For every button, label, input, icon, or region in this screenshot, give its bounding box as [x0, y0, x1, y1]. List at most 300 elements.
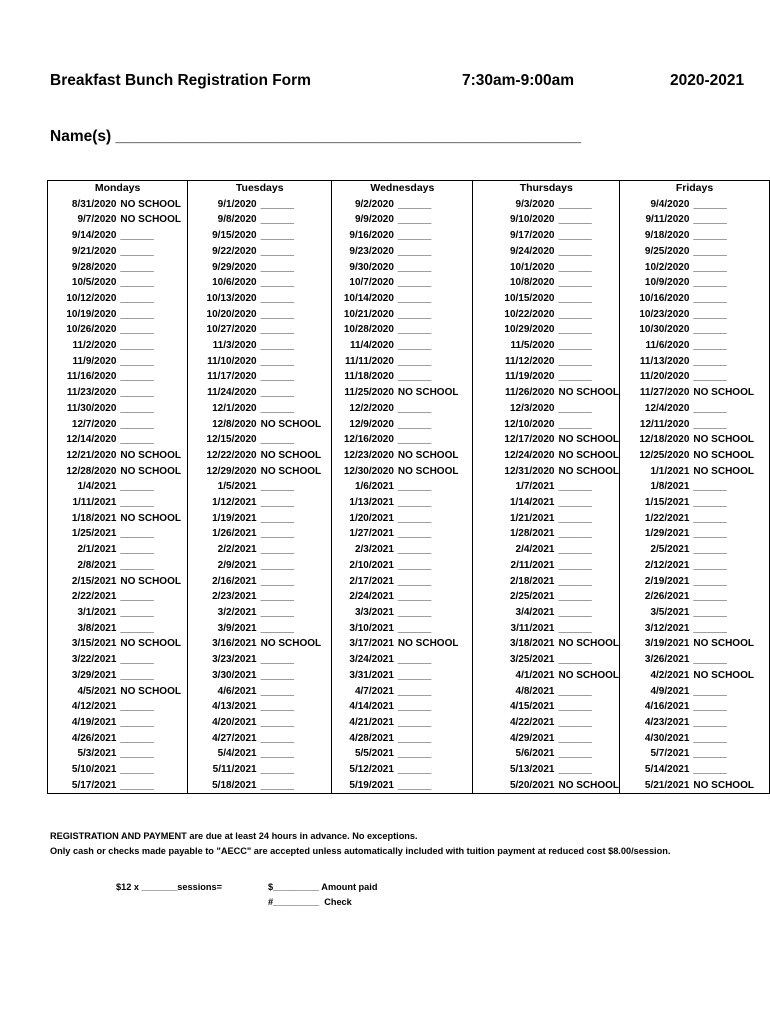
thursday-signup-slot[interactable]: ______ [558, 511, 619, 527]
monday-signup-slot[interactable]: ______ [120, 526, 187, 542]
tuesday-date: 4/6/2021 [217, 685, 257, 697]
thursday-signup-slot[interactable]: ______ [558, 260, 619, 276]
tuesday-date: 3/30/2021 [212, 669, 257, 681]
wednesday-signup-slot[interactable]: ______ [398, 778, 473, 794]
wednesday-signup-slot[interactable]: ______ [398, 668, 473, 684]
tuesday-signup-slot[interactable]: ______ [261, 291, 332, 307]
monday-signup-slot[interactable]: ______ [120, 354, 187, 370]
wednesday-signup-slot[interactable]: ______ [398, 212, 473, 228]
tuesday-signup-slot[interactable]: ______ [261, 228, 332, 244]
tuesday-date: 5/4/2021 [217, 748, 257, 760]
thursday-signup-slot[interactable]: ______ [558, 417, 619, 433]
tuesday-date: 1/26/2021 [212, 528, 257, 540]
check-number-field[interactable]: #_________ Check [268, 897, 352, 907]
tuesday-date: 4/27/2021 [212, 732, 257, 744]
school-year: 2020-2021 [670, 72, 745, 89]
friday-signup-slot[interactable]: ______ [693, 605, 769, 621]
wednesday-signup-slot[interactable]: ______ [398, 275, 473, 291]
monday-date: 2/1/2021 [48, 542, 121, 558]
friday-signup-slot[interactable]: ______ [693, 275, 769, 291]
wednesday-signup-slot[interactable]: ______ [398, 511, 473, 527]
thursday-signup-slot[interactable]: ______ [558, 228, 619, 244]
registration-note: REGISTRATION AND PAYMENT are due at least 24 hours in advance. No exceptions. [50, 831, 418, 841]
monday-date: 8/31/2020 [48, 197, 121, 213]
thursday-date: 12/24/2020 [504, 449, 555, 461]
schedule-row [48, 495, 770, 511]
thursday-date: 11/26/2020 [504, 387, 555, 399]
wednesday-date: 9/23/2020 [349, 245, 394, 257]
thursday-signup-slot: NO SCHOOL [558, 385, 619, 401]
wednesday-date: 5/5/2021 [354, 748, 394, 760]
wednesday-date: 4/21/2021 [349, 716, 394, 728]
tuesday-signup-slot[interactable]: ______ [261, 621, 332, 637]
tuesday-signup-slot[interactable]: ______ [261, 479, 332, 495]
monday-signup-slot[interactable]: ______ [120, 479, 187, 495]
wednesday-date: 10/28/2020 [343, 324, 394, 336]
monday-date: 1/4/2021 [48, 479, 121, 495]
friday-signup-slot[interactable]: ______ [693, 244, 769, 260]
friday-signup-slot: NO SCHOOL [693, 432, 769, 448]
thursday-signup-slot[interactable]: ______ [558, 762, 619, 778]
monday-date: 12/28/2020 [48, 464, 121, 480]
tuesday-signup-slot[interactable]: ______ [261, 495, 332, 511]
monday-date: 4/19/2021 [48, 715, 121, 731]
tuesday-signup-slot[interactable]: ______ [261, 731, 332, 747]
wednesday-signup-slot[interactable]: ______ [398, 495, 473, 511]
thursday-signup-slot[interactable]: ______ [558, 652, 619, 668]
tuesday-signup-slot[interactable]: ______ [261, 715, 332, 731]
schedule-table [47, 180, 770, 794]
friday-signup-slot[interactable]: ______ [693, 212, 769, 228]
schedule-row [48, 668, 770, 684]
thursday-date: 12/31/2020 [504, 465, 555, 477]
tuesday-date: 10/6/2020 [212, 277, 257, 289]
tuesday-signup-slot[interactable]: ______ [261, 354, 332, 370]
tuesday-date: 10/13/2020 [206, 292, 257, 304]
tuesday-date: 11/24/2020 [207, 387, 257, 399]
schedule-row [48, 260, 770, 276]
thursday-signup-slot[interactable]: ______ [558, 275, 619, 291]
friday-signup-slot[interactable]: ______ [693, 652, 769, 668]
tuesday-signup-slot[interactable]: ______ [261, 369, 332, 385]
wednesday-signup-slot[interactable]: ______ [398, 479, 473, 495]
tuesday-signup-slot[interactable]: ______ [261, 574, 332, 590]
tuesday-date: 12/1/2020 [212, 402, 257, 414]
monday-date: 9/14/2020 [48, 228, 121, 244]
monday-signup-slot[interactable]: ______ [120, 699, 187, 715]
monday-signup-slot[interactable]: ______ [120, 542, 187, 558]
friday-signup-slot[interactable]: ______ [693, 197, 769, 213]
wednesday-signup-slot[interactable]: ______ [398, 369, 473, 385]
monday-signup-slot[interactable]: ______ [120, 746, 187, 762]
friday-signup-slot[interactable]: ______ [693, 354, 769, 370]
monday-date: 3/22/2021 [48, 652, 121, 668]
thursday-signup-slot[interactable]: ______ [558, 212, 619, 228]
wednesday-date: 11/11/2020 [344, 355, 394, 367]
monday-date: 2/15/2021 [48, 574, 121, 590]
friday-signup-slot[interactable]: ______ [693, 715, 769, 731]
wednesday-signup-slot[interactable]: ______ [398, 574, 473, 590]
friday-signup-slot[interactable]: ______ [693, 731, 769, 747]
friday-date: 11/13/2020 [639, 355, 690, 367]
column-header-tuesdays: Tuesdays [188, 181, 332, 197]
thursday-date: 12/17/2020 [504, 434, 555, 446]
thursday-signup-slot[interactable]: ______ [558, 746, 619, 762]
tuesday-signup-slot[interactable]: ______ [261, 338, 332, 354]
monday-signup-slot[interactable]: ______ [120, 401, 187, 417]
tuesday-date: 9/8/2020 [217, 214, 257, 226]
friday-date: 4/23/2021 [644, 716, 690, 728]
friday-signup-slot[interactable]: ______ [693, 228, 769, 244]
tuesday-date: 9/22/2020 [212, 245, 257, 257]
monday-signup-slot[interactable]: ______ [120, 244, 187, 260]
wednesday-signup-slot[interactable]: ______ [398, 228, 473, 244]
wednesday-date: 10/14/2020 [343, 292, 394, 304]
tuesday-signup-slot[interactable]: ______ [261, 385, 332, 401]
friday-signup-slot[interactable]: ______ [693, 589, 769, 605]
thursday-signup-slot[interactable]: ______ [558, 684, 619, 700]
wednesday-date: 3/31/2021 [349, 669, 394, 681]
thursday-signup-slot[interactable]: ______ [558, 291, 619, 307]
friday-date: 11/20/2020 [639, 371, 690, 383]
wednesday-signup-slot[interactable]: ______ [398, 605, 473, 621]
wednesday-date: 2/17/2021 [349, 575, 394, 587]
schedule-row [48, 369, 770, 385]
schedule-row [48, 699, 770, 715]
friday-signup-slot[interactable]: ______ [693, 684, 769, 700]
tuesday-signup-slot[interactable]: ______ [261, 746, 332, 762]
schedule-row [48, 338, 770, 354]
schedule-row [48, 589, 770, 605]
thursday-date: 3/4/2021 [515, 606, 555, 618]
wednesday-signup-slot[interactable]: ______ [398, 338, 473, 354]
monday-signup-slot[interactable]: ______ [120, 558, 187, 574]
wednesday-signup-slot[interactable]: ______ [398, 558, 473, 574]
thursday-signup-slot[interactable]: ______ [558, 369, 619, 385]
monday-signup-slot[interactable]: ______ [120, 621, 187, 637]
monday-date: 10/19/2020 [48, 307, 121, 323]
column-header-mondays: Mondays [48, 181, 188, 197]
schedule-row [48, 558, 770, 574]
monday-signup-slot[interactable]: ______ [120, 432, 187, 448]
wednesday-signup-slot[interactable]: ______ [398, 401, 473, 417]
wednesday-signup-slot[interactable]: ______ [398, 354, 473, 370]
schedule-row [48, 652, 770, 668]
monday-date: 4/12/2021 [48, 699, 121, 715]
wednesday-date: 12/30/2020 [343, 465, 394, 477]
friday-date: 4/2/2021 [650, 669, 690, 681]
friday-signup-slot[interactable]: ______ [693, 338, 769, 354]
friday-date: 12/11/2020 [639, 418, 690, 430]
monday-date: 11/16/2020 [48, 369, 121, 385]
monday-signup-slot[interactable]: ______ [120, 652, 187, 668]
thursday-signup-slot[interactable]: ______ [558, 605, 619, 621]
thursday-signup-slot[interactable]: ______ [558, 307, 619, 323]
thursday-signup-slot[interactable]: ______ [558, 621, 619, 637]
thursday-signup-slot: NO SCHOOL [558, 448, 619, 464]
thursday-date: 10/15/2020 [504, 292, 555, 304]
thursday-date: 1/21/2021 [509, 512, 555, 524]
tuesday-date: 3/9/2021 [217, 622, 257, 634]
thursday-signup-slot[interactable]: ______ [558, 558, 619, 574]
wednesday-signup-slot[interactable]: ______ [398, 699, 473, 715]
monday-signup-slot: NO SCHOOL [120, 574, 187, 590]
wednesday-date: 3/10/2021 [349, 622, 394, 634]
monday-signup-slot[interactable]: ______ [120, 762, 187, 778]
thursday-date: 5/20/2021 [473, 778, 559, 794]
tuesday-signup-slot[interactable]: ______ [261, 432, 332, 448]
friday-date: 10/16/2020 [639, 292, 690, 304]
tuesday-date: 3/16/2021 [212, 638, 257, 650]
tuesday-date: 12/22/2020 [206, 449, 257, 461]
wednesday-date: 9/16/2020 [349, 230, 394, 242]
tuesday-signup-slot[interactable]: ______ [261, 322, 332, 338]
wednesday-date: 4/7/2021 [354, 685, 394, 697]
thursday-date: 1/28/2021 [509, 528, 555, 540]
tuesday-date: 10/20/2020 [206, 308, 257, 320]
monday-date: 10/5/2020 [48, 275, 121, 291]
tuesday-signup-slot[interactable]: ______ [261, 684, 332, 700]
tuesday-date: 12/8/2020 [212, 418, 257, 430]
wednesday-signup-slot[interactable]: ______ [398, 715, 473, 731]
tuesday-date: 12/29/2020 [206, 465, 257, 477]
friday-signup-slot[interactable]: ______ [693, 621, 769, 637]
tuesday-signup-slot[interactable]: ______ [261, 668, 332, 684]
friday-signup-slot[interactable]: ______ [693, 307, 769, 323]
thursday-date: 1/7/2021 [515, 481, 555, 493]
tuesday-signup-slot[interactable]: ______ [261, 605, 332, 621]
schedule-row [48, 715, 770, 731]
wednesday-signup-slot[interactable]: ______ [398, 526, 473, 542]
wednesday-signup-slot[interactable]: ______ [398, 542, 473, 558]
monday-signup-slot[interactable]: ______ [120, 291, 187, 307]
thursday-signup-slot[interactable]: ______ [558, 574, 619, 590]
schedule-row [48, 684, 770, 700]
wednesday-signup-slot[interactable]: ______ [398, 197, 473, 213]
monday-signup-slot[interactable]: ______ [120, 731, 187, 747]
monday-signup-slot[interactable]: ______ [120, 778, 187, 794]
wednesday-date: 9/2/2020 [354, 198, 394, 210]
schedule-row [48, 464, 770, 480]
monday-signup-slot[interactable]: ______ [120, 417, 187, 433]
wednesday-signup-slot[interactable]: ______ [398, 244, 473, 260]
sessions-calculation[interactable]: $12 x _______sessions= [116, 882, 223, 892]
tuesday-signup-slot[interactable]: ______ [261, 307, 332, 323]
wednesday-date: 2/3/2021 [354, 544, 394, 556]
wednesday-date: 11/18/2020 [344, 371, 394, 383]
wednesday-signup-slot[interactable]: ______ [398, 307, 473, 323]
monday-signup-slot[interactable]: ______ [120, 369, 187, 385]
tuesday-signup-slot[interactable]: ______ [261, 212, 332, 228]
friday-signup-slot: NO SCHOOL [693, 464, 769, 480]
monday-signup-slot[interactable]: ______ [120, 260, 187, 276]
monday-signup-slot: NO SCHOOL [120, 511, 187, 527]
friday-signup-slot[interactable]: ______ [693, 526, 769, 542]
friday-signup-slot[interactable]: ______ [693, 746, 769, 762]
monday-date: 1/25/2021 [48, 526, 121, 542]
thursday-signup-slot[interactable]: ______ [558, 244, 619, 260]
wednesday-signup-slot[interactable]: ______ [398, 684, 473, 700]
friday-signup-slot: NO SCHOOL [693, 668, 769, 684]
monday-signup-slot[interactable]: ______ [120, 605, 187, 621]
tuesday-signup-slot[interactable]: ______ [261, 652, 332, 668]
friday-date: 9/18/2020 [644, 230, 690, 242]
wednesday-date: 4/14/2021 [349, 701, 394, 713]
thursday-signup-slot[interactable]: ______ [558, 495, 619, 511]
thursday-signup-slot[interactable]: ______ [558, 715, 619, 731]
schedule-row [48, 731, 770, 747]
monday-signup-slot[interactable]: ______ [120, 495, 187, 511]
tuesday-signup-slot[interactable]: ______ [261, 244, 332, 260]
friday-signup-slot[interactable]: ______ [693, 417, 769, 433]
monday-signup-slot[interactable]: ______ [120, 322, 187, 338]
schedule-row [48, 778, 770, 794]
wednesday-date: 11/4/2020 [349, 340, 394, 352]
tuesday-signup-slot[interactable]: ______ [261, 526, 332, 542]
friday-signup-slot: NO SCHOOL [693, 448, 769, 464]
monday-signup-slot: NO SCHOOL [120, 464, 187, 480]
thursday-signup-slot[interactable]: ______ [558, 401, 619, 417]
monday-date: 4/5/2021 [48, 684, 121, 700]
thursday-signup-slot[interactable]: ______ [558, 354, 619, 370]
monday-signup-slot[interactable]: ______ [120, 307, 187, 323]
tuesday-date: 10/27/2020 [206, 324, 257, 336]
wednesday-signup-slot[interactable]: ______ [398, 417, 473, 433]
thursday-date: 5/6/2021 [515, 748, 555, 760]
schedule-row [48, 322, 770, 338]
friday-signup-slot[interactable]: ______ [693, 762, 769, 778]
tuesday-signup-slot[interactable]: ______ [261, 260, 332, 276]
wednesday-signup-slot[interactable]: ______ [398, 322, 473, 338]
monday-signup-slot[interactable]: ______ [120, 589, 187, 605]
friday-date: 3/26/2021 [644, 654, 690, 666]
wednesday-date: 5/12/2021 [349, 764, 394, 776]
monday-signup-slot[interactable]: ______ [120, 715, 187, 731]
tuesday-signup-slot[interactable]: ______ [261, 401, 332, 417]
monday-date: 9/28/2020 [48, 260, 121, 276]
wednesday-date: 3/3/2021 [354, 606, 394, 618]
thursday-signup-slot[interactable]: ______ [558, 338, 619, 354]
friday-date: 1/29/2021 [644, 528, 690, 540]
schedule-row [48, 307, 770, 323]
friday-date: 2/26/2021 [644, 591, 690, 603]
friday-signup-slot[interactable]: ______ [693, 401, 769, 417]
friday-signup-slot[interactable]: ______ [693, 495, 769, 511]
monday-date: 3/15/2021 [48, 636, 121, 652]
thursday-date: 9/10/2020 [509, 214, 555, 226]
wednesday-signup-slot[interactable]: ______ [398, 746, 473, 762]
tuesday-signup-slot[interactable]: ______ [261, 511, 332, 527]
thursday-signup-slot[interactable]: ______ [558, 322, 619, 338]
thursday-signup-slot[interactable]: ______ [558, 197, 619, 213]
tuesday-signup-slot[interactable]: ______ [261, 589, 332, 605]
monday-date: 4/26/2021 [48, 731, 121, 747]
tuesday-date: 2/16/2021 [212, 575, 257, 587]
thursday-signup-slot: NO SCHOOL [558, 464, 619, 480]
wednesday-signup-slot[interactable]: ______ [398, 652, 473, 668]
schedule-row [48, 526, 770, 542]
tuesday-signup-slot[interactable]: ______ [261, 558, 332, 574]
thursday-signup-slot[interactable]: ______ [558, 542, 619, 558]
wednesday-signup-slot[interactable]: ______ [398, 260, 473, 276]
friday-signup-slot[interactable]: ______ [693, 479, 769, 495]
monday-date: 11/23/2020 [48, 385, 121, 401]
wednesday-signup-slot[interactable]: ______ [398, 621, 473, 637]
tuesday-signup-slot[interactable]: ______ [261, 275, 332, 291]
wednesday-date: 12/23/2020 [343, 449, 394, 461]
name-field-line[interactable]: Name(s) ______________________________________________________ [50, 128, 581, 145]
tuesday-date: 4/13/2021 [212, 701, 257, 713]
friday-signup-slot[interactable]: ______ [693, 322, 769, 338]
schedule-row [48, 244, 770, 260]
monday-signup-slot[interactable]: ______ [120, 668, 187, 684]
thursday-date: 12/3/2020 [509, 402, 555, 414]
wednesday-date: 12/2/2020 [349, 402, 394, 414]
friday-signup-slot[interactable]: ______ [693, 291, 769, 307]
monday-signup-slot[interactable]: ______ [120, 228, 187, 244]
monday-date: 3/29/2021 [48, 668, 121, 684]
wednesday-signup-slot: NO SCHOOL [398, 636, 473, 652]
wednesday-date: 12/16/2020 [343, 434, 394, 446]
friday-signup-slot[interactable]: ______ [693, 369, 769, 385]
thursday-signup-slot[interactable]: ______ [558, 479, 619, 495]
wednesday-date: 1/13/2021 [349, 497, 394, 509]
thursday-date: 3/18/2021 [509, 638, 555, 650]
thursday-signup-slot[interactable]: ______ [558, 699, 619, 715]
thursday-signup-slot[interactable]: ______ [558, 526, 619, 542]
tuesday-signup-slot[interactable]: ______ [261, 778, 332, 794]
wednesday-signup-slot[interactable]: ______ [398, 291, 473, 307]
tuesday-signup-slot[interactable]: ______ [261, 197, 332, 213]
friday-signup-slot[interactable]: ______ [693, 511, 769, 527]
friday-signup-slot[interactable]: ______ [693, 699, 769, 715]
monday-signup-slot: NO SCHOOL [120, 636, 187, 652]
thursday-date: 2/25/2021 [509, 591, 555, 603]
monday-date: 1/18/2021 [48, 511, 121, 527]
monday-date: 12/14/2020 [48, 432, 121, 448]
wednesday-date: 5/19/2021 [332, 778, 398, 794]
friday-date: 11/6/2020 [645, 340, 690, 352]
tuesday-signup-slot[interactable]: ______ [261, 762, 332, 778]
friday-signup-slot[interactable]: ______ [693, 542, 769, 558]
tuesday-signup-slot[interactable]: ______ [261, 542, 332, 558]
monday-signup-slot[interactable]: ______ [120, 338, 187, 354]
thursday-date: 10/8/2020 [509, 277, 555, 289]
wednesday-signup-slot[interactable]: ______ [398, 589, 473, 605]
thursday-signup-slot[interactable]: ______ [558, 589, 619, 605]
wednesday-date: 4/28/2021 [349, 732, 394, 744]
thursday-signup-slot[interactable]: ______ [558, 731, 619, 747]
friday-date: 10/2/2020 [644, 261, 690, 273]
wednesday-signup-slot: NO SCHOOL [398, 464, 473, 480]
friday-signup-slot[interactable]: ______ [693, 260, 769, 276]
friday-signup-slot[interactable]: ______ [693, 574, 769, 590]
tuesday-signup-slot[interactable]: ______ [261, 699, 332, 715]
friday-signup-slot: NO SCHOOL [693, 636, 769, 652]
wednesday-signup-slot[interactable]: ______ [398, 762, 473, 778]
amount-paid-field[interactable]: $_________ Amount paid [268, 882, 378, 892]
friday-signup-slot[interactable]: ______ [693, 558, 769, 574]
schedule-row [48, 417, 770, 433]
monday-signup-slot[interactable]: ______ [120, 275, 187, 291]
wednesday-signup-slot[interactable]: ______ [398, 731, 473, 747]
monday-signup-slot[interactable]: ______ [120, 385, 187, 401]
monday-signup-slot: NO SCHOOL [120, 684, 187, 700]
wednesday-signup-slot[interactable]: ______ [398, 432, 473, 448]
monday-date: 9/21/2020 [48, 244, 121, 260]
column-header-fridays: Fridays [620, 181, 770, 197]
schedule-row [48, 212, 770, 228]
